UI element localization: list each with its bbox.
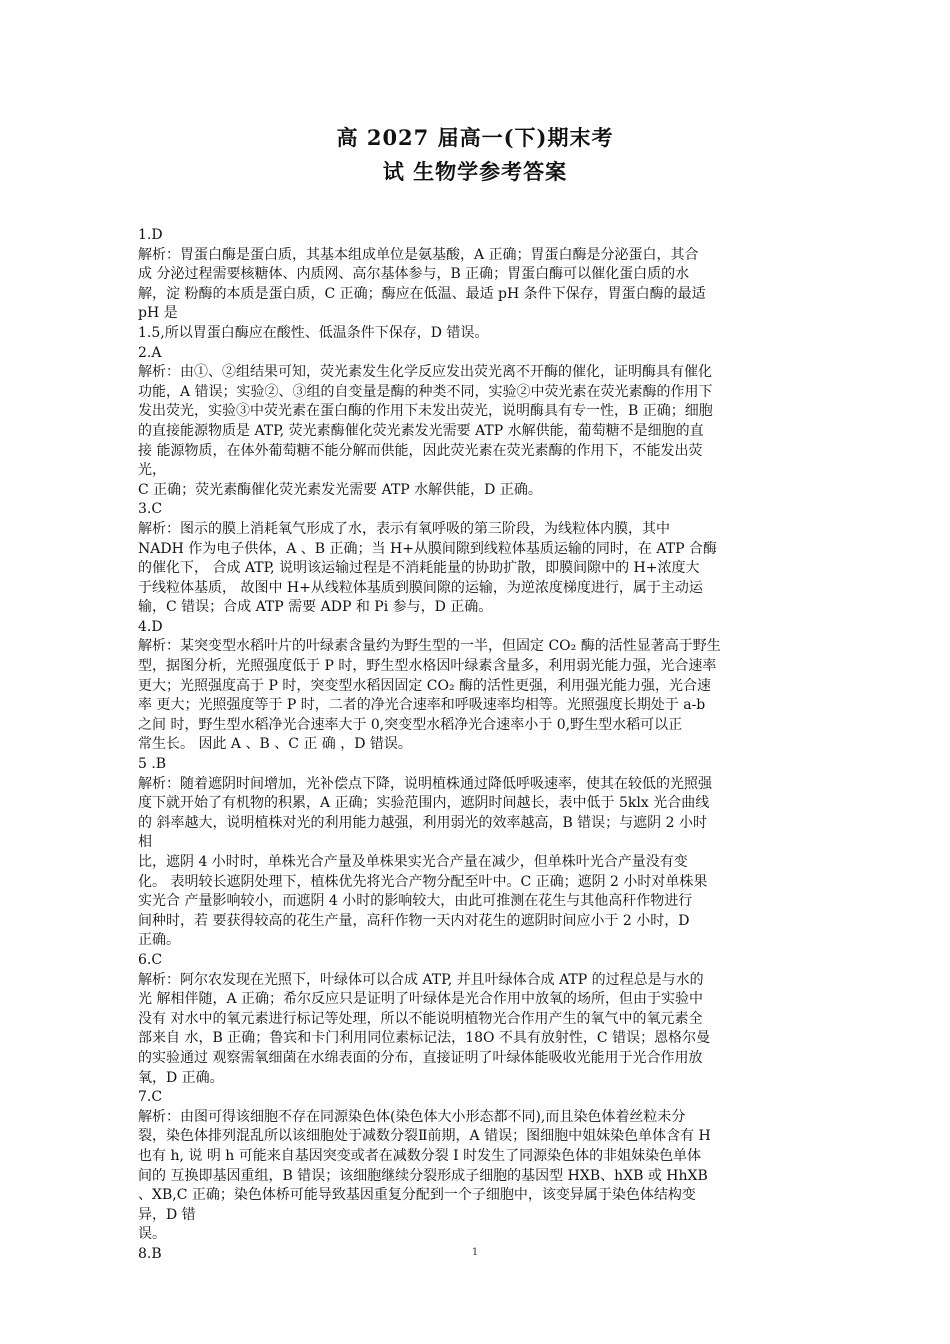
answer-text-line: 也有 h, 说 明 h 可能来自基因突变或者在减数分裂 I 时发生了同源染色体的非姐妹染色单体 (138, 1147, 702, 1164)
answer-text-line: 解析：阿尔农发现在光照下，叶绿体可以合成 ATP, 并且叶绿体合成 ATP 的过程总是与水的 (138, 971, 704, 988)
answer-text-line: 解析：某突变型水稻叶片的叶绿素含量约为野生型的一半，但固定 CO₂ 酶的活性显著高于野生 (138, 638, 721, 655)
answer-text-line: 之间 时，野生型水稻净光合速率大于 0,突变型水稻净光合速率小于 0,野生型水稻可以正 (138, 716, 683, 733)
answer-text-line: 间种时，若 要获得较高的花生产量，高秆作物一天内对花生的遮阴时间应小于 2 小时，D (138, 912, 690, 929)
answer-text-line: 解析：图示的膜上消耗氧气形成了水，表示有氧呼吸的第三阶段，为线粒体内膜，其中 (138, 520, 670, 537)
answer-text-line: 功能，A 错误；实验②、③组的自变量是酶的种类不同，实验②中荧光素在荧光素酶的作用下 (138, 383, 713, 400)
answer-text-line: 的催化下， 合成 ATP, 说明该运输过程是不消耗能量的协助扩散，即膜间隙中的 H+浓度大 (138, 560, 700, 577)
answer-text-line: 率 更大；光照强度等于 P 时，二者的净光合速率和呼吸速率均相等。光照强度长期处于 a-b (138, 697, 706, 714)
answer-text-line: 正确。 (138, 932, 180, 949)
answer-text-line: C 正确；荧光素酶催化荧光素发光需要 ATP 水解供能，D 正确。 (138, 481, 542, 498)
answer-text-line: 裂，染色体排列混乱所以该细胞处于减数分裂Ⅱ前期，A 错误；图细胞中姐妹染色单体含有 H (138, 1128, 711, 1145)
answer-text-line: 比，遮阴 4 小时时，单株光合产量及单株果实光合产量在减少，但单株叶光合产量没有变 (138, 854, 688, 870)
answer-text-line: 1.5,所以胃蛋白酶应在酸性、低温条件下保存，D 错误。 (138, 324, 489, 341)
answer-text-line: 的 斜率越大，说明植株对光的利用能力越强，利用弱光的效率越高，B 错误；与遮阴 2 小时 (138, 814, 707, 831)
answer-text-line: 相 (138, 834, 152, 851)
answer-text-line: 光 解相伴随，A 正确；希尔反应只是证明了叶绿体是光合作用中放氧的场所，但由于实验中 (138, 991, 704, 1008)
question-answer-key: 8.B (138, 1245, 162, 1262)
answer-text-line: 解析：由图可得该细胞不存在同源染色体(染色体大小形态都不同),而且染色体着丝粒未分 (138, 1108, 686, 1125)
answer-text-line: 更大；光照强度高于 P 时，突变型水稻因固定 CO₂ 酶的活性更强，利用强光能力强，光合速 (138, 677, 712, 694)
answer-text-line: 氧，D 正确。 (138, 1069, 224, 1086)
answer-text-line: 解，淀 粉酶的本质是蛋白质，C 正确；酶应在低温、最适 pH 条件下保存，胃蛋白酶的最适 (138, 285, 706, 302)
question-answer-key: 3.C (138, 501, 163, 518)
answer-text-line: 部来自 水，B 正确；鲁宾和卡门利用同位素标记法，18O 不具有放射性，C 错误；恩格尔曼 (138, 1030, 711, 1047)
question-answer-key: 5 .B (138, 756, 167, 773)
answer-text-line: 化。 表明较长遮阴处理下，植株优先将光合产物分配至叶中。C 正确；遮阴 2 小时对单株果 (138, 873, 708, 890)
answer-body (138, 226, 806, 1264)
question-answer-key: 6.C (138, 951, 163, 968)
answer-text-line: 解析：由①、②组结果可知，荧光素发生化学反应发出荧光离不开酶的催化，证明酶具有催化 (138, 364, 712, 381)
question-answer-key: 7.C (138, 1089, 163, 1106)
answer-text-line: 光， (138, 462, 166, 479)
answer-text-line: 常生长。 因此 A 、B 、C 正 确 ，D 错误。 (138, 736, 412, 753)
answer-text-line: 接 能源物质，在体外葡萄糖不能分解而供能，因此荧光素在荧光素酶的作用下，不能发出荧 (138, 442, 703, 459)
document-title-line-2: 试 生物学参考答案 (382, 159, 568, 184)
answer-text-line: 于线粒体基质， 故图中 H+从线粒体基质到膜间隙的运输，为逆浓度梯度进行，属于主动运 (138, 579, 703, 596)
answer-text-line: 没有 对水中的氧元素进行标记等处理，所以不能说明植物光合作用产生的氧气中的氧元素全 (138, 1010, 703, 1027)
question-answer-key: 2.A (138, 344, 162, 361)
answer-text-line: 的直接能源物质是 ATP, 荧光素酶催化荧光素发光需要 ATP 水解供能，葡萄糖不是细胞的直 (138, 422, 704, 439)
answer-text-line: 度下就开始了有机物的积累，A 正确；实验范围内，遮阴时间越长，表中低于 5klx 光合曲线 (138, 795, 710, 812)
answer-text-line: pH 是 (138, 305, 178, 322)
page-number: 1 (471, 1247, 479, 1258)
document-title-line-1: 高 2027 届高一(下)期末考 (336, 125, 614, 150)
answer-text-line: NADH 作为电子供体，A 、B 正确；当 H+从膜间隙到线粒体基质运输的同时，在 ATP 合酶 (138, 540, 717, 557)
answer-text-line: 误。 (138, 1226, 166, 1243)
answer-text-line: 异，D 错 (138, 1206, 196, 1223)
answer-text-line: 发出荧光，实验③中荧光素在蛋白酶的作用下未发出荧光，说明酶具有专一性，B 正确；细胞 (138, 403, 713, 420)
answer-text-line: 解析：胃蛋白酶是蛋白质，其基本组成单位是氨基酸，A 正确；胃蛋白酶是分泌蛋白，其合 (138, 246, 699, 263)
answer-text-line: 解析：随着遮阴时间增加，光补偿点下降，说明植株通过降低呼吸速率，使其在较低的光照强 (138, 775, 712, 792)
answer-text-line: 成 分泌过程需要核糖体、内质网、高尔基体参与，B 正确；胃蛋白酶可以催化蛋白质的水 (138, 266, 690, 283)
answer-text-line: 、XB,C 正确；染色体桥可能导致基因重复分配到一个子细胞中，该变异属于染色体结构变 (138, 1187, 696, 1204)
question-answer-key: 1.D (138, 227, 163, 243)
answer-text-line: 实光合 产量影响较小，而遮阴 4 小时的影响较大，由此可推测在花生与其他高秆作物进行 (138, 893, 693, 910)
answer-text-line: 输，C 错误；合成 ATP 需要 ADP 和 Pi 参与，D 正确。 (138, 599, 493, 616)
answer-text-line: 型，据图分析，光照强度低于 P 时，野生型水格因叶绿素含量多，利用弱光能力强，光合速率 (138, 658, 717, 675)
answer-text-line: 间的 互换即基因重组，B 错误；该细胞继续分裂形成子细胞的基因型 HXB、hXB 或 HhXB (138, 1167, 708, 1184)
question-answer-key: 4.D (138, 618, 163, 635)
answer-text-line: 的实验通过 观察需氧细菌在水绵表面的分布，直接证明了叶绿体能吸收光能用于光合作用放 (138, 1049, 703, 1066)
